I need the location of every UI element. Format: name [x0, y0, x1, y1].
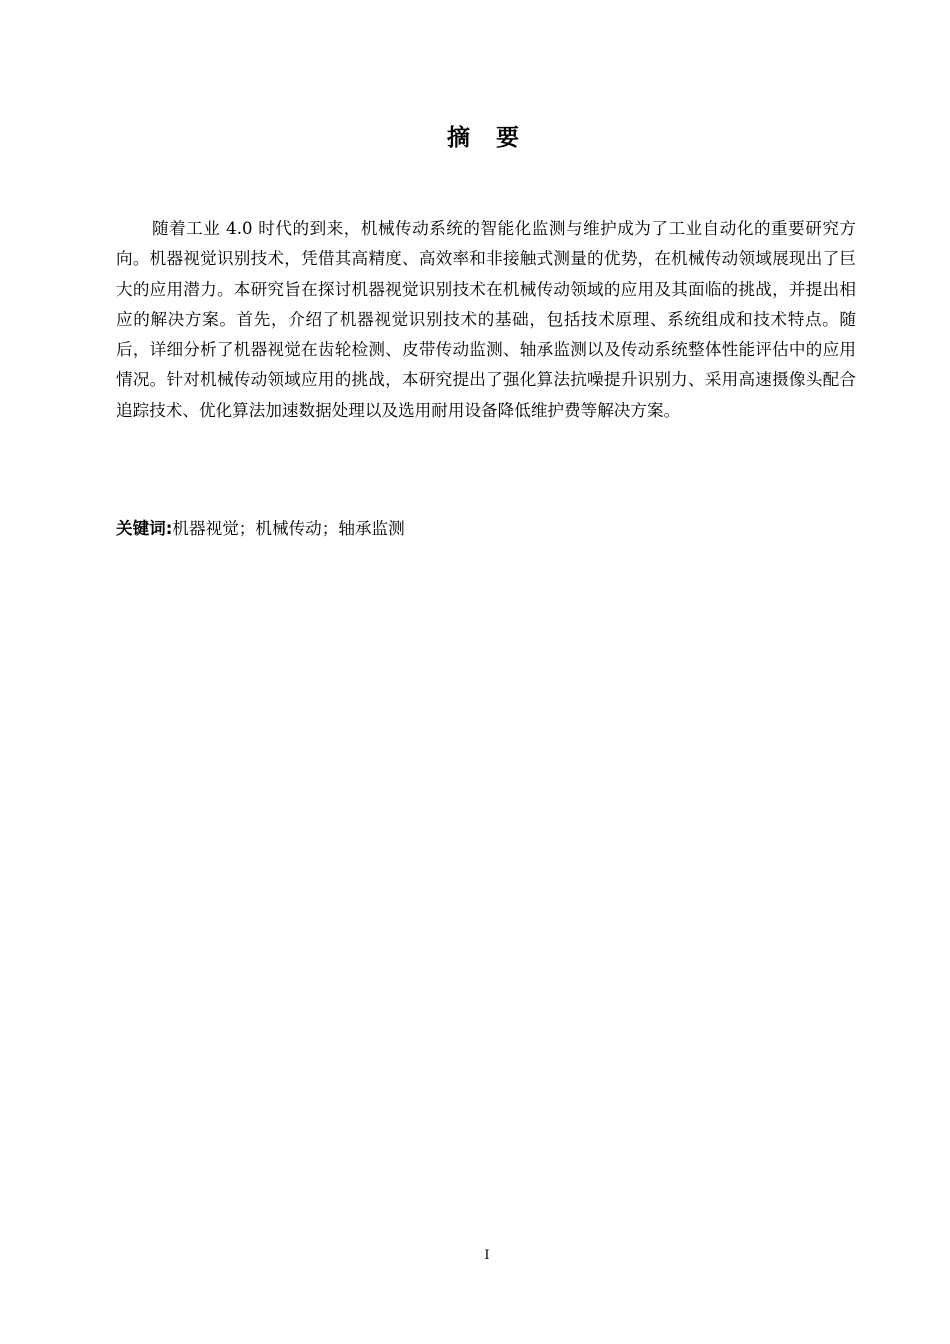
- keywords-line: [116, 514, 856, 544]
- abstract-paragraph: 随着工业 4.0 时代的到来，机械传动系统的智能化监测与维护成为了工业自动化的重要研究方向。机器视觉识别技术，凭借其高精度、高效率和非接触式测量的优势，在机械传动领域展现出了巨大的应用潜力。本研究旨在探讨机器视觉识别技术在机械传动领域的应用及其面临的挑战，并提出相应的解决方案。首先，介绍了机器视觉识别技术的基础，包括技术原理、系统组成和技术特点。随后，详细分析了机器视觉在齿轮检测、皮带传动监测、轴承监测以及传动系统整体性能评估中的应用情况。针对机械传动领域应用的挑战，本研究提出了强化算法抗噪提升识别力、采用高速摄像头配合追踪技术、优化算法加速数据处理以及选用耐用设备降低维护费等解决方案。: [116, 219, 856, 420]
- keywords-label: 关键词:: [116, 519, 173, 538]
- title-char-2: 要: [496, 125, 519, 151]
- page-number: I: [484, 1248, 490, 1263]
- page-title: [0, 121, 950, 155]
- keywords-text: 机器视觉；机械传动；轴承监测: [172, 519, 405, 538]
- title-char-1: 摘: [447, 125, 470, 151]
